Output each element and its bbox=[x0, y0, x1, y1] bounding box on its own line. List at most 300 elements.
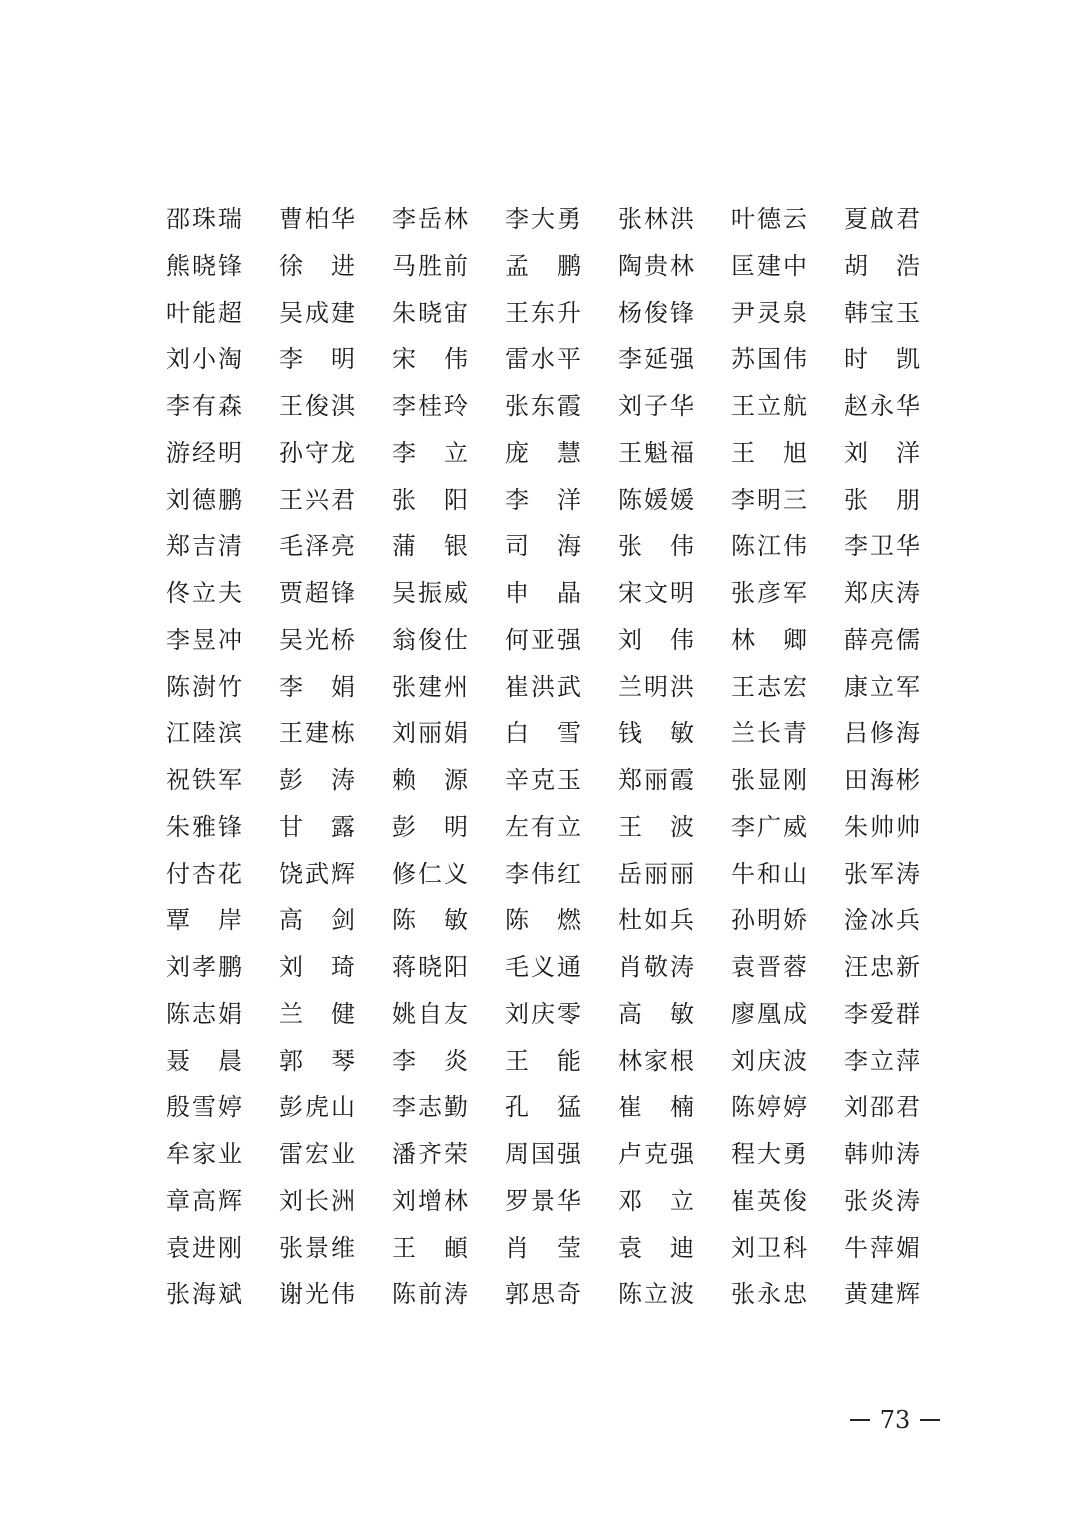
name-char: 崔 bbox=[618, 1093, 642, 1122]
name-char: 红 bbox=[557, 859, 581, 888]
name-char: 晋 bbox=[757, 953, 781, 981]
name-entry bbox=[844, 1086, 920, 1128]
name-char: 帅 bbox=[870, 812, 894, 841]
name-char: 强 bbox=[557, 1140, 581, 1168]
name-char: 勤 bbox=[444, 1093, 468, 1122]
name-char: 露 bbox=[331, 812, 355, 841]
name-char: 霞 bbox=[670, 766, 694, 794]
name-entry bbox=[279, 1040, 355, 1082]
name-char: 李 bbox=[731, 812, 755, 841]
name-char: 李 bbox=[618, 345, 642, 374]
name-entry bbox=[392, 1133, 468, 1175]
name-char: 维 bbox=[331, 1233, 355, 1262]
name-entry bbox=[505, 1086, 581, 1128]
name-entry bbox=[505, 198, 581, 240]
name-char: 鹏 bbox=[218, 485, 242, 514]
name-char: 宏 bbox=[783, 672, 807, 701]
name-char: 汪 bbox=[844, 953, 868, 981]
name-char: 奇 bbox=[557, 1280, 581, 1309]
name-char: 张 bbox=[392, 672, 416, 701]
name-char: 张 bbox=[618, 532, 642, 561]
name-char: 李 bbox=[844, 1046, 868, 1075]
name-entry bbox=[844, 712, 920, 754]
name-entry bbox=[279, 806, 355, 848]
name-entry bbox=[618, 479, 694, 521]
name-char: 頔 bbox=[444, 1233, 468, 1262]
name-entry bbox=[505, 1227, 581, 1269]
name-char: 兰 bbox=[279, 999, 303, 1028]
name-entry bbox=[844, 292, 920, 334]
name-char: 齐 bbox=[418, 1140, 442, 1168]
name-char: 朱 bbox=[166, 812, 190, 841]
name-char: 莹 bbox=[557, 1233, 581, 1262]
name-char: 升 bbox=[557, 298, 581, 327]
name-char: 和 bbox=[757, 859, 781, 888]
name-char: 军 bbox=[896, 672, 920, 701]
name-entry bbox=[618, 432, 694, 474]
name-char: 陈 bbox=[618, 485, 642, 514]
name-char: 柏 bbox=[305, 205, 329, 233]
name-char: 海 bbox=[557, 532, 581, 561]
name-char: 洋 bbox=[896, 438, 920, 467]
name-char: 江 bbox=[757, 532, 781, 561]
name-char: 花 bbox=[218, 859, 242, 888]
name-char: 林 bbox=[444, 1186, 468, 1215]
name-char: 媛 bbox=[670, 485, 694, 514]
name-char: 东 bbox=[531, 392, 555, 420]
name-char: 军 bbox=[783, 579, 807, 607]
name-char: 俊 bbox=[644, 298, 668, 327]
name-char: 刘 bbox=[279, 1186, 303, 1215]
name-char: 袁 bbox=[618, 1233, 642, 1262]
name-char: 黄 bbox=[844, 1280, 868, 1309]
name-char: 刘 bbox=[505, 999, 529, 1028]
name-char: 中 bbox=[783, 251, 807, 280]
name-char: 啟 bbox=[870, 205, 894, 233]
name-entry bbox=[844, 619, 920, 661]
name-char: 陶 bbox=[618, 251, 642, 280]
name-char: 刚 bbox=[783, 766, 807, 794]
name-entry bbox=[505, 619, 581, 661]
name-char: 夫 bbox=[218, 579, 242, 607]
name-char: 白 bbox=[505, 719, 529, 748]
name-char: 永 bbox=[757, 1280, 781, 1309]
name-entry bbox=[731, 572, 807, 614]
name-char: 婷 bbox=[757, 1093, 781, 1122]
name-char: 明 bbox=[670, 579, 694, 607]
name-char: 经 bbox=[192, 438, 216, 467]
name-entry bbox=[505, 338, 581, 380]
name-char: 岳 bbox=[418, 205, 442, 233]
name-entry bbox=[844, 1180, 920, 1222]
name-entry bbox=[166, 525, 242, 567]
name-entry bbox=[844, 946, 920, 988]
name-char: 建 bbox=[757, 251, 781, 280]
name-char: 马 bbox=[392, 251, 416, 280]
name-char: 娟 bbox=[444, 719, 468, 748]
name-char: 志 bbox=[418, 1093, 442, 1122]
name-entry bbox=[618, 1273, 694, 1315]
name-char: 陈 bbox=[166, 999, 190, 1028]
name-char: 青 bbox=[783, 719, 807, 748]
name-entry bbox=[279, 759, 355, 801]
name-char: 涛 bbox=[896, 1140, 920, 1168]
name-char: 子 bbox=[644, 392, 668, 420]
name-entry bbox=[279, 899, 355, 941]
name-char: 陈 bbox=[505, 906, 529, 935]
name-char: 华 bbox=[557, 1186, 581, 1215]
name-char: 进 bbox=[192, 1233, 216, 1262]
name-char: 祝 bbox=[166, 766, 190, 794]
name-char: 州 bbox=[444, 672, 468, 701]
name-entry bbox=[505, 1133, 581, 1175]
name-char: 彦 bbox=[757, 579, 781, 607]
name-char: 林 bbox=[444, 205, 468, 233]
name-entry bbox=[166, 572, 242, 614]
name-char: 海 bbox=[896, 719, 920, 748]
name-entry bbox=[731, 1086, 807, 1128]
name-char: 群 bbox=[896, 999, 920, 1028]
name-char: 姚 bbox=[392, 999, 416, 1028]
name-entry bbox=[844, 479, 920, 521]
name-char: 敏 bbox=[670, 999, 694, 1028]
name-entry bbox=[505, 666, 581, 708]
name-char: 崔 bbox=[731, 1186, 755, 1215]
name-char: 佟 bbox=[166, 579, 190, 607]
name-char: 娟 bbox=[218, 999, 242, 1028]
name-char: 龙 bbox=[331, 438, 355, 467]
name-entry bbox=[505, 806, 581, 848]
name-entry bbox=[166, 993, 242, 1035]
name-char: 源 bbox=[444, 766, 468, 794]
name-char: 晓 bbox=[192, 251, 216, 280]
name-char: 长 bbox=[305, 1186, 329, 1215]
name-entry bbox=[731, 712, 807, 754]
name-char: 毛 bbox=[279, 532, 303, 561]
name-char: 卿 bbox=[783, 625, 807, 654]
name-entry bbox=[505, 993, 581, 1035]
name-char: 钱 bbox=[618, 719, 642, 748]
name-char: 毛 bbox=[505, 953, 529, 981]
name-char: 孙 bbox=[279, 438, 303, 467]
name-char: 明 bbox=[757, 906, 781, 935]
name-char: 李 bbox=[844, 999, 868, 1028]
name-entry bbox=[844, 245, 920, 287]
name-char: 能 bbox=[557, 1046, 581, 1075]
name-char: 刘 bbox=[392, 719, 416, 748]
name-char: 勇 bbox=[557, 205, 581, 233]
name-char: 旭 bbox=[783, 438, 807, 467]
name-char: 雅 bbox=[192, 812, 216, 841]
name-entry bbox=[392, 899, 468, 941]
name-entry bbox=[166, 245, 242, 287]
name-entry bbox=[731, 525, 807, 567]
name-char: 涛 bbox=[896, 1186, 920, 1215]
name-char: 立 bbox=[644, 1280, 668, 1309]
name-char: 何 bbox=[505, 625, 529, 654]
name-char: 徐 bbox=[279, 251, 303, 280]
name-char: 洲 bbox=[331, 1186, 355, 1215]
name-entry bbox=[279, 853, 355, 895]
name-char: 刘 bbox=[731, 1233, 755, 1262]
name-entry bbox=[844, 1273, 920, 1315]
name-char: 叶 bbox=[731, 205, 755, 233]
name-entry bbox=[392, 1273, 468, 1315]
name-entry bbox=[731, 338, 807, 380]
name-char: 仁 bbox=[418, 859, 442, 888]
name-char: 辉 bbox=[218, 1186, 242, 1215]
name-char: 荣 bbox=[444, 1140, 468, 1168]
name-char: 勇 bbox=[783, 1140, 807, 1168]
name-char: 付 bbox=[166, 859, 190, 888]
name-char: 凰 bbox=[757, 999, 781, 1028]
name-char: 林 bbox=[644, 205, 668, 233]
name-char: 雷 bbox=[279, 1140, 303, 1168]
name-entry bbox=[618, 525, 694, 567]
name-char: 陈 bbox=[731, 1093, 755, 1122]
name-entry bbox=[844, 385, 920, 427]
name-entry bbox=[279, 946, 355, 988]
name-entry bbox=[392, 572, 468, 614]
name-entry bbox=[618, 759, 694, 801]
name-entry bbox=[505, 385, 581, 427]
name-char: 伟 bbox=[670, 532, 694, 561]
name-char: 张 bbox=[731, 1280, 755, 1309]
name-char: 冰 bbox=[870, 906, 894, 935]
name-entry bbox=[618, 712, 694, 754]
name-char: 李 bbox=[392, 205, 416, 233]
name-char: 武 bbox=[557, 672, 581, 701]
name-char: 李 bbox=[392, 1093, 416, 1122]
name-char: 洪 bbox=[670, 672, 694, 701]
name-char: 甘 bbox=[279, 812, 303, 841]
name-char: 航 bbox=[783, 392, 807, 420]
name-entry bbox=[505, 1040, 581, 1082]
name-entry bbox=[618, 666, 694, 708]
name-char: 波 bbox=[670, 812, 694, 841]
name-entry bbox=[618, 1086, 694, 1128]
name-char: 亮 bbox=[870, 625, 894, 654]
name-char: 玉 bbox=[896, 298, 920, 327]
name-char: 光 bbox=[305, 1280, 329, 1309]
name-char: 吴 bbox=[279, 625, 303, 654]
name-char: 江 bbox=[166, 719, 190, 748]
name-entry bbox=[392, 712, 468, 754]
name-char: 罗 bbox=[505, 1186, 529, 1215]
name-char: 袁 bbox=[731, 953, 755, 981]
name-char: 张 bbox=[166, 1280, 190, 1309]
name-entry bbox=[844, 1040, 920, 1082]
name-char: 澍 bbox=[192, 672, 216, 701]
name-entry bbox=[279, 198, 355, 240]
name-char: 郑 bbox=[618, 766, 642, 794]
name-char: 威 bbox=[444, 579, 468, 607]
name-entry bbox=[279, 1273, 355, 1315]
name-char: 振 bbox=[418, 579, 442, 607]
name-char: 左 bbox=[505, 812, 529, 841]
name-char: 光 bbox=[305, 625, 329, 654]
name-char: 李 bbox=[392, 438, 416, 467]
name-char: 邵 bbox=[870, 1093, 894, 1122]
name-char: 刘 bbox=[844, 1093, 868, 1122]
name-char: 锋 bbox=[218, 812, 242, 841]
name-char: 浩 bbox=[896, 251, 920, 280]
name-char: 立 bbox=[870, 672, 894, 701]
name-char: 敬 bbox=[644, 953, 668, 981]
dash-right-decoration bbox=[920, 1419, 940, 1421]
name-char: 张 bbox=[844, 859, 868, 888]
name-char: 庆 bbox=[870, 579, 894, 607]
name-entry bbox=[392, 479, 468, 521]
name-entry bbox=[392, 1227, 468, 1269]
name-char: 卢 bbox=[618, 1140, 642, 1168]
name-char: 岳 bbox=[618, 859, 642, 888]
name-char: 爱 bbox=[870, 999, 894, 1028]
name-char: 兵 bbox=[670, 906, 694, 935]
name-entry bbox=[505, 1273, 581, 1315]
name-entry bbox=[505, 432, 581, 474]
name-char: 宋 bbox=[618, 579, 642, 607]
name-char: 进 bbox=[331, 251, 355, 280]
name-char: 炎 bbox=[444, 1046, 468, 1075]
name-char: 琦 bbox=[331, 953, 355, 981]
name-char: 灵 bbox=[757, 298, 781, 327]
name-entry bbox=[618, 245, 694, 287]
name-entry bbox=[392, 385, 468, 427]
name-entry bbox=[844, 525, 920, 567]
name-entry bbox=[844, 1227, 920, 1269]
name-char: 阳 bbox=[444, 485, 468, 514]
name-entry bbox=[844, 432, 920, 474]
name-char: 银 bbox=[444, 532, 468, 561]
name-char: 福 bbox=[670, 438, 694, 467]
name-entry bbox=[505, 853, 581, 895]
name-char: 零 bbox=[557, 999, 581, 1028]
name-char: 克 bbox=[531, 766, 555, 794]
name-char: 前 bbox=[418, 1280, 442, 1309]
name-char: 玉 bbox=[557, 766, 581, 794]
name-entry bbox=[166, 759, 242, 801]
name-entry bbox=[731, 946, 807, 988]
name-char: 李 bbox=[279, 345, 303, 374]
name-entry bbox=[392, 525, 468, 567]
name-char: 武 bbox=[305, 859, 329, 888]
name-char: 德 bbox=[757, 205, 781, 233]
name-char: 夏 bbox=[844, 205, 868, 233]
name-char: 聂 bbox=[166, 1046, 190, 1075]
name-char: 王 bbox=[731, 672, 755, 701]
name-char: 蒋 bbox=[392, 953, 416, 981]
name-entry bbox=[505, 292, 581, 334]
name-char: 有 bbox=[192, 392, 216, 420]
name-char: 郭 bbox=[279, 1046, 303, 1075]
name-char: 大 bbox=[757, 1140, 781, 1168]
name-char: 朋 bbox=[896, 485, 920, 514]
name-char: 牛 bbox=[844, 1233, 868, 1262]
name-char: 淘 bbox=[218, 345, 242, 374]
name-char: 立 bbox=[870, 1046, 894, 1075]
name-char: 林 bbox=[731, 625, 755, 654]
name-char: 娟 bbox=[331, 672, 355, 701]
name-char: 华 bbox=[331, 205, 355, 233]
name-char: 锋 bbox=[218, 251, 242, 280]
name-char: 孙 bbox=[731, 906, 755, 935]
name-char: 家 bbox=[644, 1046, 668, 1075]
name-entry bbox=[279, 245, 355, 287]
name-char: 增 bbox=[418, 1186, 442, 1215]
name-entry bbox=[166, 338, 242, 380]
name-entry bbox=[505, 899, 581, 941]
name-char: 明 bbox=[331, 345, 355, 374]
name-char: 兰 bbox=[618, 672, 642, 701]
name-char: 晓 bbox=[418, 953, 442, 981]
name-char: 宝 bbox=[870, 298, 894, 327]
name-char: 海 bbox=[192, 1280, 216, 1309]
name-char: 辉 bbox=[896, 1280, 920, 1309]
name-char: 强 bbox=[670, 1140, 694, 1168]
name-char: 炎 bbox=[870, 1186, 894, 1215]
name-entry bbox=[392, 245, 468, 287]
name-char: 慧 bbox=[557, 438, 581, 467]
name-char: 山 bbox=[783, 859, 807, 888]
name-char: 肖 bbox=[618, 953, 642, 981]
name-char: 张 bbox=[618, 205, 642, 233]
name-entry bbox=[166, 853, 242, 895]
name-entry bbox=[166, 619, 242, 661]
name-char: 英 bbox=[757, 1186, 781, 1215]
name-char: 帅 bbox=[870, 1140, 894, 1168]
name-char: 大 bbox=[531, 205, 555, 233]
name-entry bbox=[166, 1180, 242, 1222]
name-char: 韩 bbox=[844, 1140, 868, 1168]
name-entry bbox=[279, 572, 355, 614]
name-char: 张 bbox=[731, 579, 755, 607]
name-entry bbox=[392, 338, 468, 380]
name-entry bbox=[731, 1180, 807, 1222]
name-entry bbox=[505, 245, 581, 287]
name-char: 匡 bbox=[731, 251, 755, 280]
name-char: 立 bbox=[757, 392, 781, 420]
name-char: 饶 bbox=[279, 859, 303, 888]
name-entry bbox=[618, 1180, 694, 1222]
name-char: 陈 bbox=[392, 1280, 416, 1309]
name-char: 帅 bbox=[896, 812, 920, 841]
name-char: 陸 bbox=[192, 719, 216, 748]
name-entry bbox=[505, 759, 581, 801]
name-entry bbox=[166, 1273, 242, 1315]
name-char: 军 bbox=[218, 766, 242, 794]
name-char: 波 bbox=[783, 1046, 807, 1075]
name-entry bbox=[618, 1133, 694, 1175]
name-char: 立 bbox=[444, 438, 468, 467]
name-char: 君 bbox=[896, 1093, 920, 1122]
name-char: 强 bbox=[557, 625, 581, 654]
name-entry bbox=[392, 619, 468, 661]
name-entry bbox=[166, 899, 242, 941]
name-entry bbox=[166, 292, 242, 334]
name-char: 高 bbox=[192, 1186, 216, 1215]
name-entry bbox=[618, 198, 694, 240]
name-entry bbox=[279, 385, 355, 427]
name-entry bbox=[505, 525, 581, 567]
name-char: 李 bbox=[505, 485, 529, 514]
name-char: 陈 bbox=[618, 1280, 642, 1309]
name-char: 自 bbox=[418, 999, 442, 1028]
name-char: 王 bbox=[505, 298, 529, 327]
name-char: 阳 bbox=[444, 953, 468, 981]
name-char: 李 bbox=[392, 392, 416, 420]
name-char: 游 bbox=[166, 438, 190, 467]
